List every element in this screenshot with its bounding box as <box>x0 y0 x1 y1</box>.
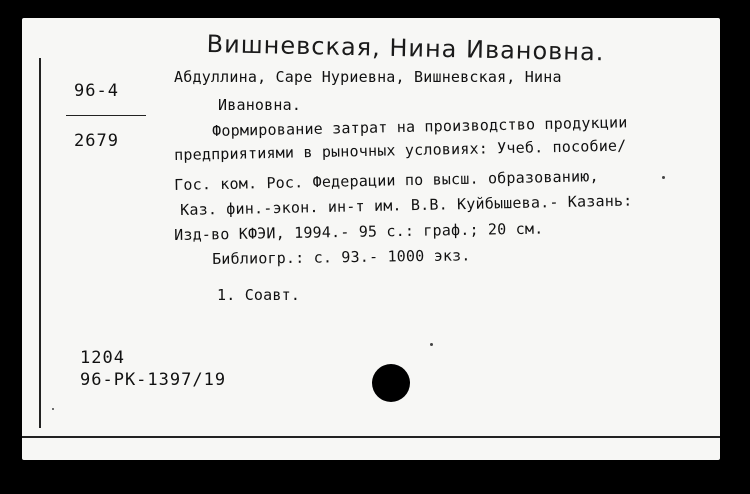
tracing-entry: 1. Соавт. <box>217 286 301 304</box>
entry-line-4: предприятиями в рыночных условиях: Учеб. пособие/ <box>174 136 627 164</box>
entry-line-6: Каз. фин.-экон. ин-т им. В.В. Куйбышева.- Казань: <box>180 191 633 219</box>
speck-mark <box>662 176 665 179</box>
shelf-mark-bottom: 2679 <box>74 131 119 151</box>
speck-mark <box>52 408 54 410</box>
entry-line-5: Гос. ком. Рос. Федерации по высш. образованию, <box>174 167 599 194</box>
entry-line-1: Абдуллина, Саре Нуриевна, Вишневская, Нина <box>174 68 562 86</box>
accession-code: 1204 <box>80 348 125 368</box>
bottom-rule <box>22 436 720 438</box>
entry-line-8: Библиогр.: с. 93.- 1000 экз. <box>212 246 471 268</box>
left-margin-rule <box>39 58 41 428</box>
registration-code: 96-РК-1397/19 <box>80 370 227 390</box>
punch-hole <box>372 364 410 402</box>
entry-line-3: Формирование затрат на производство продукции <box>212 113 628 140</box>
shelf-mark-divider <box>66 115 146 116</box>
speck-mark <box>430 343 433 346</box>
entry-line-7: Изд-во КФЭИ, 1994.- 95 с.: граф.; 20 см. <box>174 219 544 244</box>
entry-line-2: Ивановна. <box>218 96 302 114</box>
shelf-mark-top: 96-4 <box>74 81 119 101</box>
handwritten-heading: Вишневская, Нина Ивановна. <box>206 30 605 67</box>
catalog-card <box>22 18 720 460</box>
